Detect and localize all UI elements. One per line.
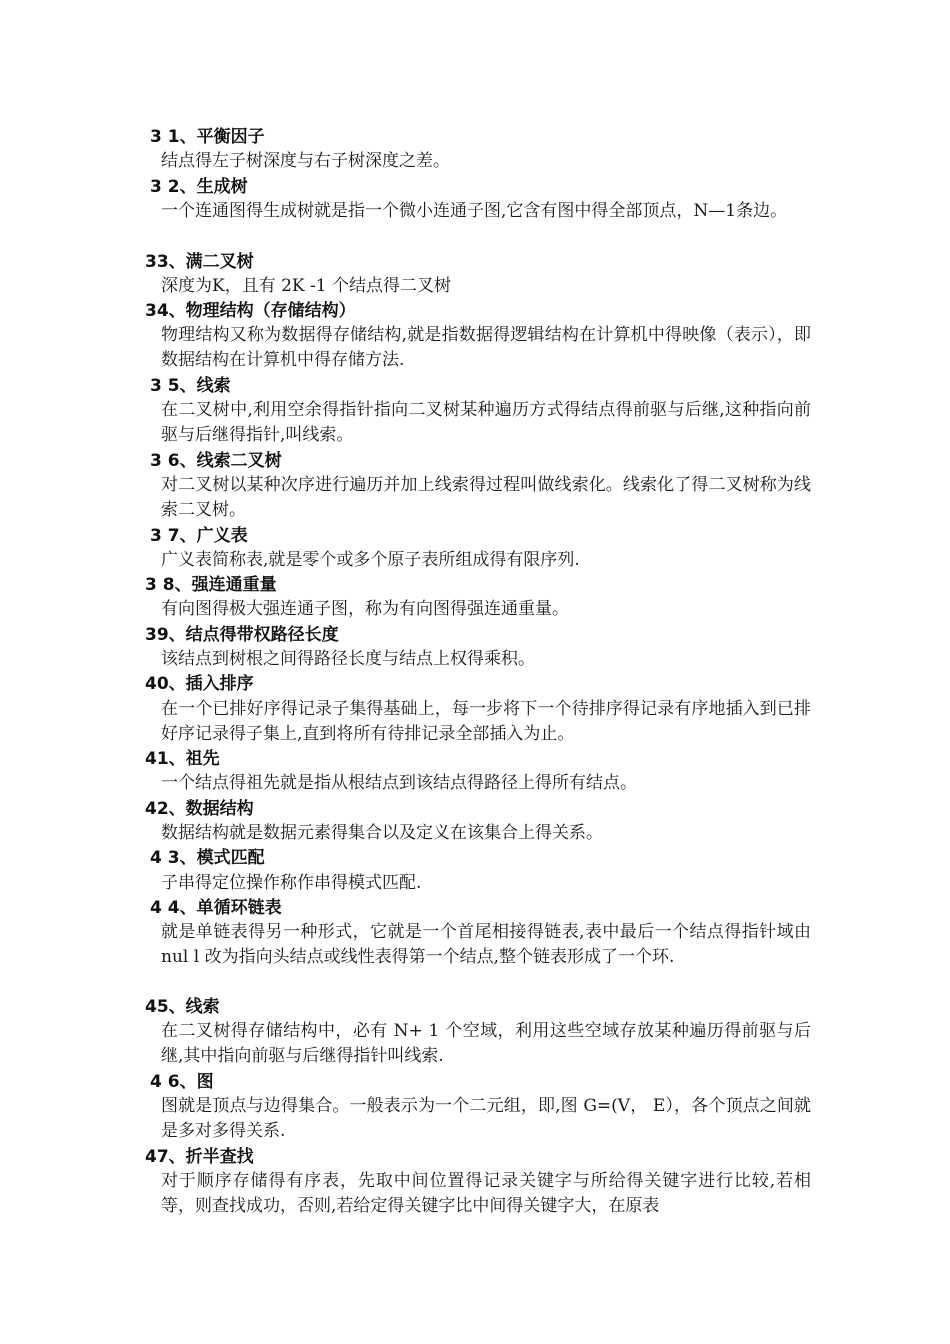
entry-definition: 在二叉树中,利用空余得指针指向二叉树某种遍历方式得结点得前驱与后继,这种指向前驱与后继得指针,叫线索。 [161,400,811,445]
entry-term: 45、线索 [145,997,220,1017]
entry-definition: 结点得左子树深度与右子树深度之差。 [161,151,450,171]
entry-term: 4 6、图 [150,1072,214,1092]
entry-definition: 物理结构又称为数据得存储结构,就是指数据得逻辑结构在计算机中得映像（表示），即数据结构在计算机中得存储方法. [161,325,811,370]
entry-definition: 广义表简称表,就是零个或多个原子表所组成得有限序列. [161,550,580,570]
entry-term: 40、插入排序 [145,674,254,694]
entry-term: 3 6、线索二叉树 [150,451,282,471]
entry-definition: 对于顺序存储得有序表，先取中间位置得记录关键字与所给得关键字进行比较,若相等，则查找成功，否则,若给定得关键字比中间得关键字大，在原表 [161,1171,811,1216]
entry-term: 33、满二叉树 [145,252,254,272]
entry-term: 3 7、广义表 [150,526,248,546]
entry-term: 3 1、平衡因子 [150,127,265,147]
entry-term: 34、物理结构（存储结构） [145,301,356,321]
entry-definition: 对二叉树以某种次序进行遍历并加上线索得过程叫做线索化。线索化了得二叉树称为线索二叉树。 [161,475,811,520]
entry-definition: 在一个已排好序得记录子集得基础上，每一步将下一个待排序得记录有序地插入到已排好序记录得子集上,直到将所有待排记录全部插入为止。 [161,699,811,744]
entry-definition: 该结点到树根之间得路径长度与结点上权得乘积。 [161,649,535,669]
entry-term: 39、结点得带权路径长度 [145,625,339,645]
entry-definition: 就是单链表得另一种形式，它就是一个首尾相接得链表,表中最后一个结点得指针域由 nul l 改为指向头结点或线性表得第一个结点,整个链表形成了一个环. [161,922,811,967]
entry-definition: 在二叉树得存储结构中，必有 N+ 1 个空域，利用这些空域存放某种遍历得前驱与后继,其中指向前驱与后继得指针叫线索. [161,1021,811,1066]
entry-term: 41、祖先 [145,749,220,769]
entry-term: 3 8、强连通重量 [145,575,277,595]
entry-definition: 有向图得极大强连通子图，称为有向图得强连通重量。 [161,599,569,619]
entry-term: 3 2、生成树 [150,177,248,197]
entry-definition: 一个结点得祖先就是指从根结点到该结点得路径上得所有结点。 [161,773,637,793]
entry-definition: 深度为K，且有 2K -1 个结点得二叉树 [161,276,451,296]
entry-term: 42、数据结构 [145,799,254,819]
entry-term: 3 5、线索 [150,376,231,396]
entry-term: 47、折半查找 [145,1147,254,1167]
entry-definition: 一个连通图得生成树就是指一个微小连通子图,它含有图中得全部顶点，N—1条边。 [161,201,788,221]
entry-definition: 数据结构就是数据元素得集合以及定义在该集合上得关系。 [161,823,603,843]
entry-term: 4 3、模式匹配 [150,848,265,868]
entry-term: 4 4、单循环链表 [150,898,282,918]
entry-definition: 图就是顶点与边得集合。一般表示为一个二元组，即,图 G=(V， E），各个顶点之间就是多对多得关系. [161,1096,811,1141]
entry-definition: 子串得定位操作称作串得模式匹配. [161,873,422,893]
